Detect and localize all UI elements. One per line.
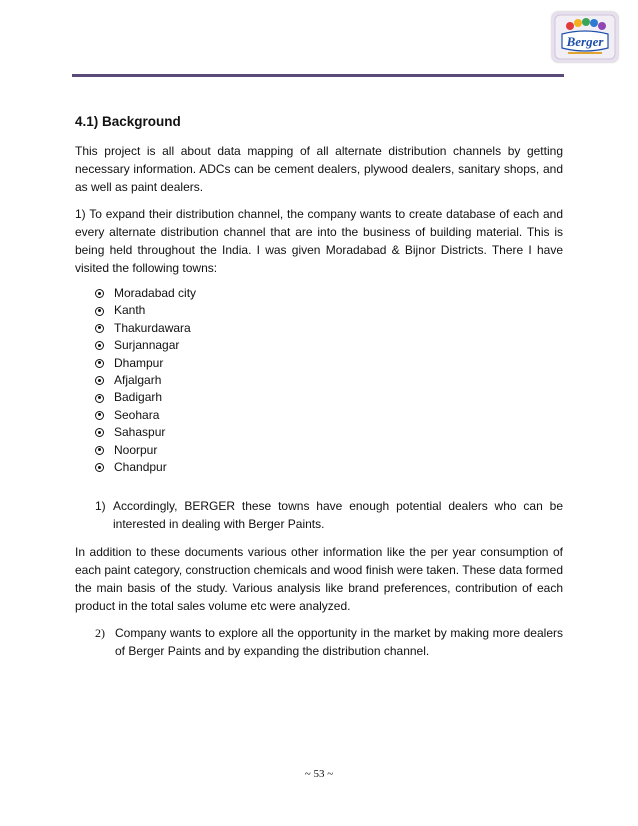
list-item: Seohara: [95, 407, 196, 424]
berger-logo: [552, 12, 618, 62]
bullet-icon: [95, 307, 104, 316]
bullet-icon: [95, 359, 104, 368]
numbered-item-2: [95, 624, 563, 660]
item-number: 1): [95, 499, 106, 513]
towns-list: [95, 285, 196, 476]
svg-text:Berger: Berger: [566, 34, 604, 49]
bullet-icon: [95, 428, 104, 437]
bullet-icon: [95, 324, 104, 333]
header-divider: [72, 74, 564, 77]
list-item: Surjannagar: [95, 337, 196, 354]
bullet-icon: [95, 394, 104, 403]
objective-paragraph: 1) To expand their distribution channel, the company wants to create database of each and every alternate distribution channel that are into the business of building material. This is being held throughout the India. I was given Moradabad & Bijnor Districts. There I have visited the following towns:: [75, 207, 563, 275]
bullet-icon: [95, 376, 104, 385]
bullet-icon: [95, 289, 104, 298]
list-item: Moradabad city: [95, 285, 196, 302]
page-number: ~ 53 ~: [304, 768, 334, 780]
list-item: Afjalgarh: [95, 372, 196, 389]
bullet-icon: [95, 341, 104, 350]
additional-info-paragraph: In addition to these documents various other information like the per year consumption of each paint category, construction chemicals and wood finish were taken. These data formed the main basis of the study. Various analysis like brand preferences, contribution of each product in the total sales volume etc were analyzed.: [75, 545, 563, 613]
list-item: Dhampur: [95, 355, 196, 372]
list-item: Thakurdawara: [95, 320, 196, 337]
bullet-icon: [95, 463, 104, 472]
list-item: Kanth: [95, 302, 196, 319]
bullet-icon: [95, 411, 104, 420]
list-item: Sahaspur: [95, 424, 196, 441]
intro-paragraph: This project is all about data mapping of all alternate distribution channels by getting necessary information. ADCs can be cement dealers, plywood dealers, sanitary shops, and as well as paint dealers.: [75, 144, 563, 194]
list-item: Chandpur: [95, 459, 196, 476]
section-heading: 4.1) Background: [75, 114, 181, 129]
item-number: 2): [95, 626, 105, 640]
numbered-item-1: [95, 497, 563, 533]
item-text: Accordingly, BERGER these towns have enough potential dealers who can be interested in dealing with Berger Paints.: [113, 499, 563, 531]
item-text: Company wants to explore all the opportunity in the market by making more dealers of Berger Paints and by expanding the distribution channel.: [115, 626, 563, 658]
bullet-icon: [95, 446, 104, 455]
list-item: Noorpur: [95, 442, 196, 459]
list-item: Badigarh: [95, 389, 196, 406]
